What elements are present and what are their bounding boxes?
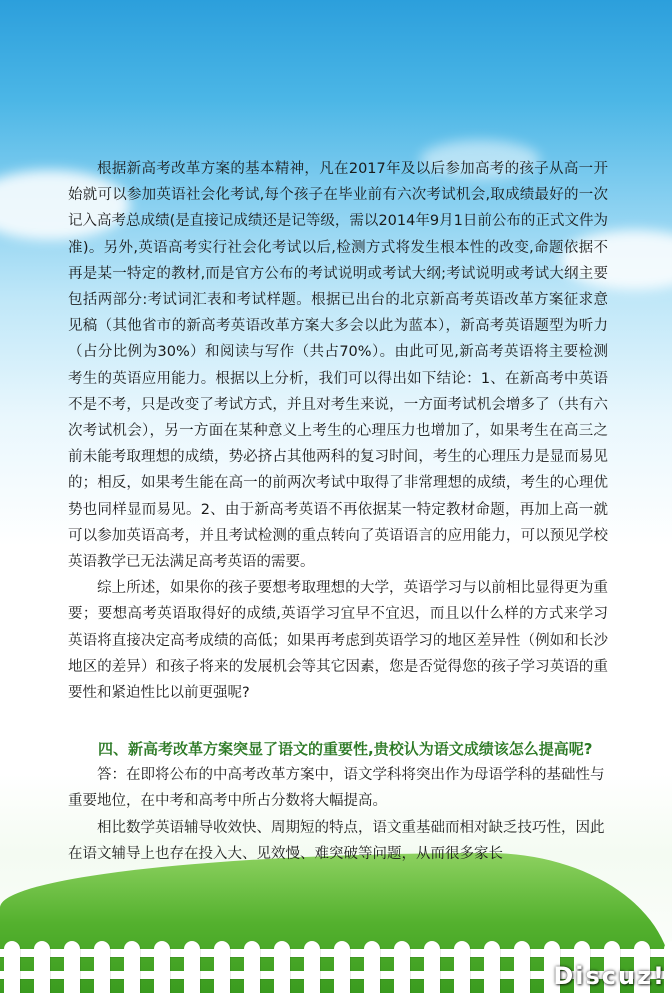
fence-post — [124, 941, 140, 993]
answer-paragraph-continued: 相比数学英语辅导收效快、周期短的特点，语文重基础而相对缺乏技巧性，因此在语文辅导上也存在投入大、见效慢、难突破等问题，从而很多家长 — [68, 819, 605, 862]
fence-post — [4, 941, 20, 993]
fence-post — [364, 941, 380, 993]
paragraph-english-reform: 根据新高考改革方案的基本精神，凡在2017年及以后参加高考的孩子从高一开始就可以参加英语社会化考试,每个孩子在毕业前有六次考试机会,取成绩最好的一次记入高考总成绩(是直接记成绩还是记等级，需以2014年9月1日前公布的正式文件为准)。另外,英语高考实行社会化考试以后,检测方式将发生根本性的改变,命题依据不再是某一特定的教材,而是官方公布的考试说明或考试大纲;考试说明或考试大纲主要包括两部分:考试词汇表和考试样题。根据已出台的北京新高考英语改革方案征求意见稿（其他省市的新高考英语改革方案大多会以此为蓝本），新高考英语题型为听力（占分比例为30%）和阅读与写作（共占70%）。由此可见,新高考英语将主要检测考生的英语应用能力。根据以上分析，我们可以得出如下结论：1、在新高考中英语不是不考，只是改变了考试方式，并且对考生来说，一方面考试机会增多了（共有六次考试机会），另一方面在某种意义上考生的心理压力也增加了，如果考生在高三之前未能考取理想的成绩，势必挤占其他两科的复习时间，考生的心理压力是显而易见的；相反，如果考生能在高一的前两次考试中取得了非常理想的成绩，考生的心理优势也同样显而易见。2、由于新高考英语不再依据某一特定教材命题，再加上高一就可以参加英语高考，并且考试检测的重点转向了英语语言的应用能力，可以预见学校英语教学已无法满足高考英语的需要。 — [68, 161, 608, 571]
fence-post — [484, 941, 500, 993]
answer-paragraph: 答：在即将公布的中高考改革方案中，语文学科将突出作为母语学科的基础性与重要地位，在中考和高考中所占分数将大幅提高。 — [68, 767, 605, 810]
fence-post — [334, 941, 350, 993]
paragraph-summary: 综上所述，如果你的孩子要想考取理想的大学，英语学习与以前相比显得更为重要；要想高考英语取得好的成绩,英语学习宜早不宜迟，而且以什么样的方式来学习英语将直接决定高考成绩的高低；如果再考虑到英语学习的地区差异性（例如和长沙地区的差异）和孩子将来的发展机会等其它因素，您是否觉得您的孩子学习英语的重要性和紧迫性比以前更强呢? — [68, 580, 608, 702]
discuz-watermark: Discuz! — [553, 962, 666, 990]
fence-post — [64, 941, 80, 993]
fence-post — [94, 941, 110, 993]
fence-post — [394, 941, 410, 993]
fence-post — [34, 941, 50, 993]
fence-post — [214, 941, 230, 993]
fence-post — [274, 941, 290, 993]
fence-post — [244, 941, 260, 993]
fence-post — [454, 941, 470, 993]
fence-post — [184, 941, 200, 993]
fence-post — [514, 941, 530, 993]
section-heading-chinese: 四、新高考改革方案突显了语文的重要性,贵校认为语文成绩该怎么提高呢? — [98, 740, 593, 759]
article-body — [68, 156, 608, 867]
fence-post — [424, 941, 440, 993]
fence-post — [304, 941, 320, 993]
fence-post — [154, 941, 170, 993]
